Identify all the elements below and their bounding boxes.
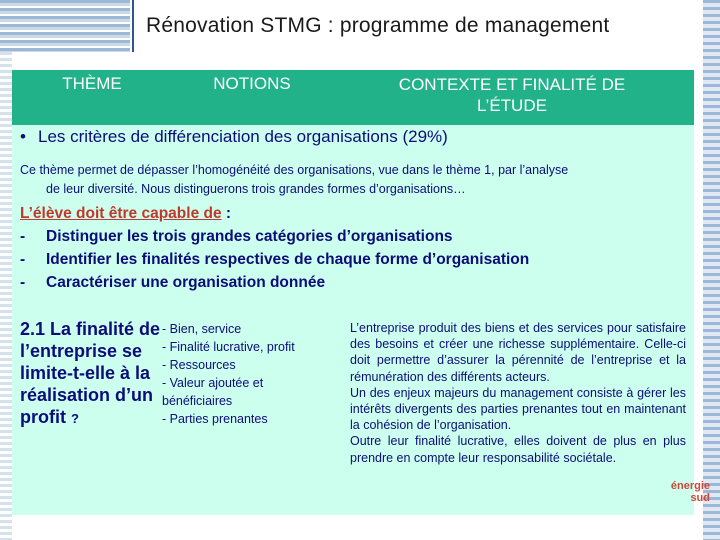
context-text <box>350 320 686 466</box>
content-panel <box>12 70 694 515</box>
intro-line-1: Ce thème permet de dépasser l’homogénéité des organisations, vue dans le thème 1, par l’analyse <box>20 163 569 177</box>
logo-line-2: sud <box>690 492 710 504</box>
question-text: 2.1 La finalité de l’entreprise se limite-t-elle à la réalisation d’un profit <box>20 319 161 427</box>
header-contexte: CONTEXTE ET FINALITÉ DE L’ÉTUDE <box>398 75 626 115</box>
objectives-lead: L’élève doit être capable de <box>20 205 222 222</box>
decorative-stripes-left <box>0 52 12 540</box>
context-paragraph: Un des enjeux majeurs du management consiste à gérer les intérêts divergents des parties prenantes tout en maintenant la cohésion de l’organisation. <box>350 385 686 433</box>
header-notions: NOTIONS <box>213 74 291 93</box>
notion-item: - Ressources <box>162 358 236 372</box>
header-theme: THÈME <box>62 74 122 93</box>
intro-paragraph <box>20 161 692 199</box>
theme-bullet <box>20 127 448 147</box>
notions-list <box>162 320 332 428</box>
brand-logo <box>630 480 710 538</box>
objective-item: - Identifier les finalités respectives de chaque forme d’organisation <box>20 251 530 268</box>
notion-item: - Finalité lucrative, profit <box>162 340 295 354</box>
notion-item: - Bien, service <box>162 322 242 336</box>
objective-item: - Caractériser une organisation donnée <box>20 274 326 291</box>
notion-item: - Parties prenantes <box>162 412 268 426</box>
decorative-stripes-right <box>703 0 720 540</box>
question-heading <box>20 318 162 430</box>
notion-item: - Valeur ajoutée et bénéficiaires <box>162 376 264 408</box>
slide-title: Rénovation STMG : programme de management <box>146 14 610 37</box>
decorative-stripes-top-left <box>0 0 130 52</box>
context-paragraph: Outre leur finalité lucrative, elles doivent de plus en plus prendre en compte leur responsabilité sociétale. <box>350 434 686 465</box>
objectives-colon: : <box>221 205 232 222</box>
logo-line-1: énergie <box>670 480 710 492</box>
context-paragraph: L’entreprise produit des biens et des services pour satisfaire des besoins et créer une richesse supplémentaire. Celle-ci doit permettre d’assurer la pérennité de l’entreprise et la rémunération des différents acteurs. <box>350 321 686 384</box>
theme-bullet-text: Les critères de différenciation des organisations (29%) <box>38 127 448 146</box>
learning-objectives <box>20 202 692 294</box>
table-header <box>12 70 694 125</box>
intro-line-2: de leur diversité. Nous distinguerons trois grandes formes d’organisations… <box>46 182 466 196</box>
objective-item: - Distinguer les trois grandes catégories d’organisations <box>20 228 453 245</box>
question-mark: ? <box>71 411 79 426</box>
bullet-icon: • <box>20 127 26 146</box>
